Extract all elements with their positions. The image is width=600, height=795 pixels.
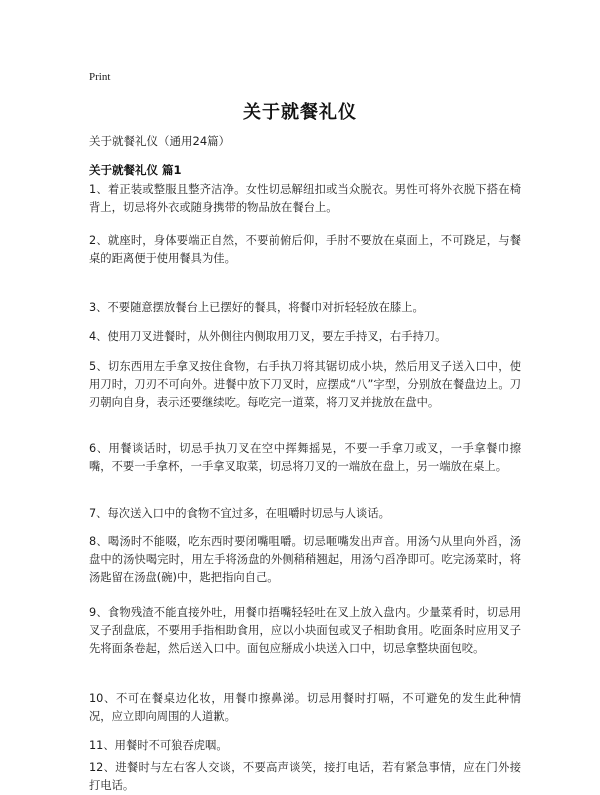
print-link[interactable]: Print [89, 71, 111, 83]
paragraph-4: 4、使用刀叉进餐时，从外侧往内侧取用刀叉，要左手持叉，右手持刀。 [89, 330, 447, 343]
paragraph-11: 11、用餐时不可狼吞虎咽。 [89, 739, 228, 752]
paragraph-9: 9、食物残渣不能直接外吐，用餐巾捂嘴轻轻吐在叉上放入盘内。少量菜肴时，切忌用叉子刮盘底，不要用手指相助食用，应以小块面包或叉子相助食用。吃面条时应用叉子先将面条卷起，然后送入口中。面包应掰成小块送入口中，切忌拿整块面包咬。 [89, 606, 521, 655]
document-subtitle: 关于就餐礼仪（通用24篇） [89, 134, 231, 148]
paragraph-2: 2、就座时，身体要端正自然，不要前俯后仰，手肘不要放在桌面上，不可跷足，与餐桌的距离便于使用餐具为佳。 [89, 234, 521, 265]
paragraph-7: 7、每次送入口中的食物不宜过多，在咀嚼时切忌与人谈话。 [89, 507, 390, 520]
paragraph-6: 6、用餐谈话时，切忌手执刀叉在空中挥舞摇晃，不要一手拿刀或叉，一手拿餐巾擦嘴，不要一手拿杯，一手拿叉取菜，切忌将刀叉的一端放在盘上，另一端放在桌上。 [89, 442, 521, 473]
paragraph-12: 12、进餐时与左右客人交谈，不要高声谈笑，接打电话，若有紧急事情，应在门外接打电话。 [89, 761, 521, 792]
paragraph-5: 5、切东西用左手拿叉按住食物，右手执刀将其锯切成小块，然后用叉子送入口中，使用刀时，刀刃不可向外。进餐中放下刀叉时，应摆成“八”字型，分别放在餐盘边上。刀刃朝向自身，表示还要继续吃。每吃完一道菜，将刀叉并拢放在盘中。 [89, 360, 521, 409]
document-title: 关于就餐礼仪 [243, 102, 357, 123]
paragraph-10: 10、不可在餐桌边化妆，用餐巾擦鼻涕。切忌用餐时打嗝，不可避免的发生此种情况，应立即向周围的人道歉。 [89, 692, 521, 723]
paragraph-1: 1、着正装或整服且整齐洁净。女性切忌解纽扣或当众脱衣。男性可将外衣脱下搭在椅背上，切忌将外衣或随身携带的物品放在餐台上。 [89, 183, 521, 214]
paragraph-8: 8、喝汤时不能啜，吃东西时要闭嘴咀嚼。切忌咂嘴发出声音。用汤勺从里向外舀，汤盘中的汤快喝完时，用左手将汤盘的外侧稍稍翘起，用汤勺舀净即可。吃完汤菜时，将汤匙留在汤盘(碗)中，匙把指向自己。 [89, 535, 521, 584]
paragraph-3: 3、不要随意摆放餐台上已摆好的餐具，将餐巾对折轻轻放在膝上。 [89, 301, 424, 314]
section-heading: 关于就餐礼仪 篇1 [89, 163, 182, 177]
